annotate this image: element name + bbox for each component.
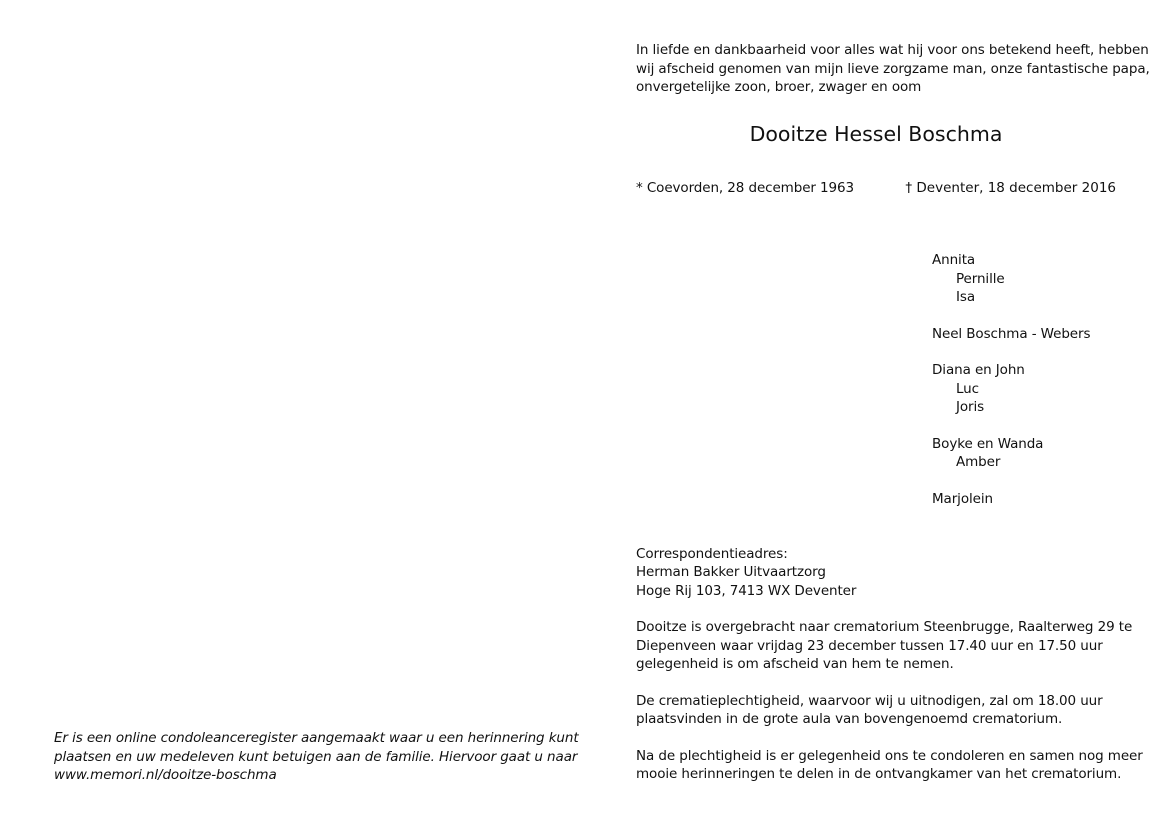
condolence-note-line: plaatsen en uw medeleven kunt betuigen aan de familie. Hiervoor gaat u naar — [54, 749, 578, 765]
correspondence-line: Hoge Rij 103, 7413 WX Deventer — [636, 583, 857, 599]
paragraph-3-line: Na de plechtigheid is er gelegenheid ons te condoleren en samen nog meer — [636, 748, 1143, 764]
death-line: † Deventer, 18 december 2016 — [905, 180, 1116, 196]
family-member: Luc — [956, 381, 979, 397]
intro-line-2: wij afscheid genomen van mijn lieve zorgzame man, onze fantastische papa, — [636, 61, 1150, 77]
family-member: Diana en John — [932, 362, 1025, 378]
condolence-note-line: Er is een online condoleanceregister aangemaakt waar u een herinnering kunt — [54, 730, 579, 746]
family-member: Joris — [956, 399, 985, 415]
paragraph-1-line: gelegenheid is om afscheid van hem te nemen. — [636, 656, 954, 672]
intro-line-3: onvergetelijke zoon, broer, zwager en oom — [636, 79, 922, 95]
paragraph-3-line: mooie herinneringen te delen in de ontvangkamer van het crematorium. — [636, 766, 1122, 782]
paragraph-1-line: Diepenveen waar vrijdag 23 december tussen 17.40 uur en 17.50 uur — [636, 638, 1103, 654]
family-member: Marjolein — [932, 491, 993, 507]
birth-line: * Coevorden, 28 december 1963 — [636, 180, 855, 196]
family-member: Isa — [956, 289, 975, 305]
family-member: Pernille — [956, 271, 1005, 287]
paragraph-2-line: plaatsvinden in de grote aula van bovengenoemd crematorium. — [636, 711, 1063, 727]
intro-line-1: In liefde en dankbaarheid voor alles wat hij voor ons betekend heeft, hebben — [636, 42, 1149, 58]
family-member: Neel Boschma - Webers — [932, 326, 1091, 342]
correspondence-line: Herman Bakker Uitvaartzorg — [636, 564, 826, 580]
family-member: Boyke en Wanda — [932, 436, 1044, 452]
paragraph-1-line: Dooitze is overgebracht naar crematorium Steenbrugge, Raalterweg 29 te — [636, 619, 1133, 635]
deceased-name: Dooitze Hessel Boschma — [749, 122, 1003, 146]
paragraph-2-line: De crematieplechtigheid, waarvoor wij u uitnodigen, zal om 18.00 uur — [636, 693, 1103, 709]
family-member: Amber — [956, 454, 1001, 470]
correspondence-heading: Correspondentieadres: — [636, 546, 788, 562]
family-member: Annita — [932, 252, 976, 268]
condolence-link[interactable]: www.memori.nl/dooitze-boschma — [54, 767, 277, 783]
